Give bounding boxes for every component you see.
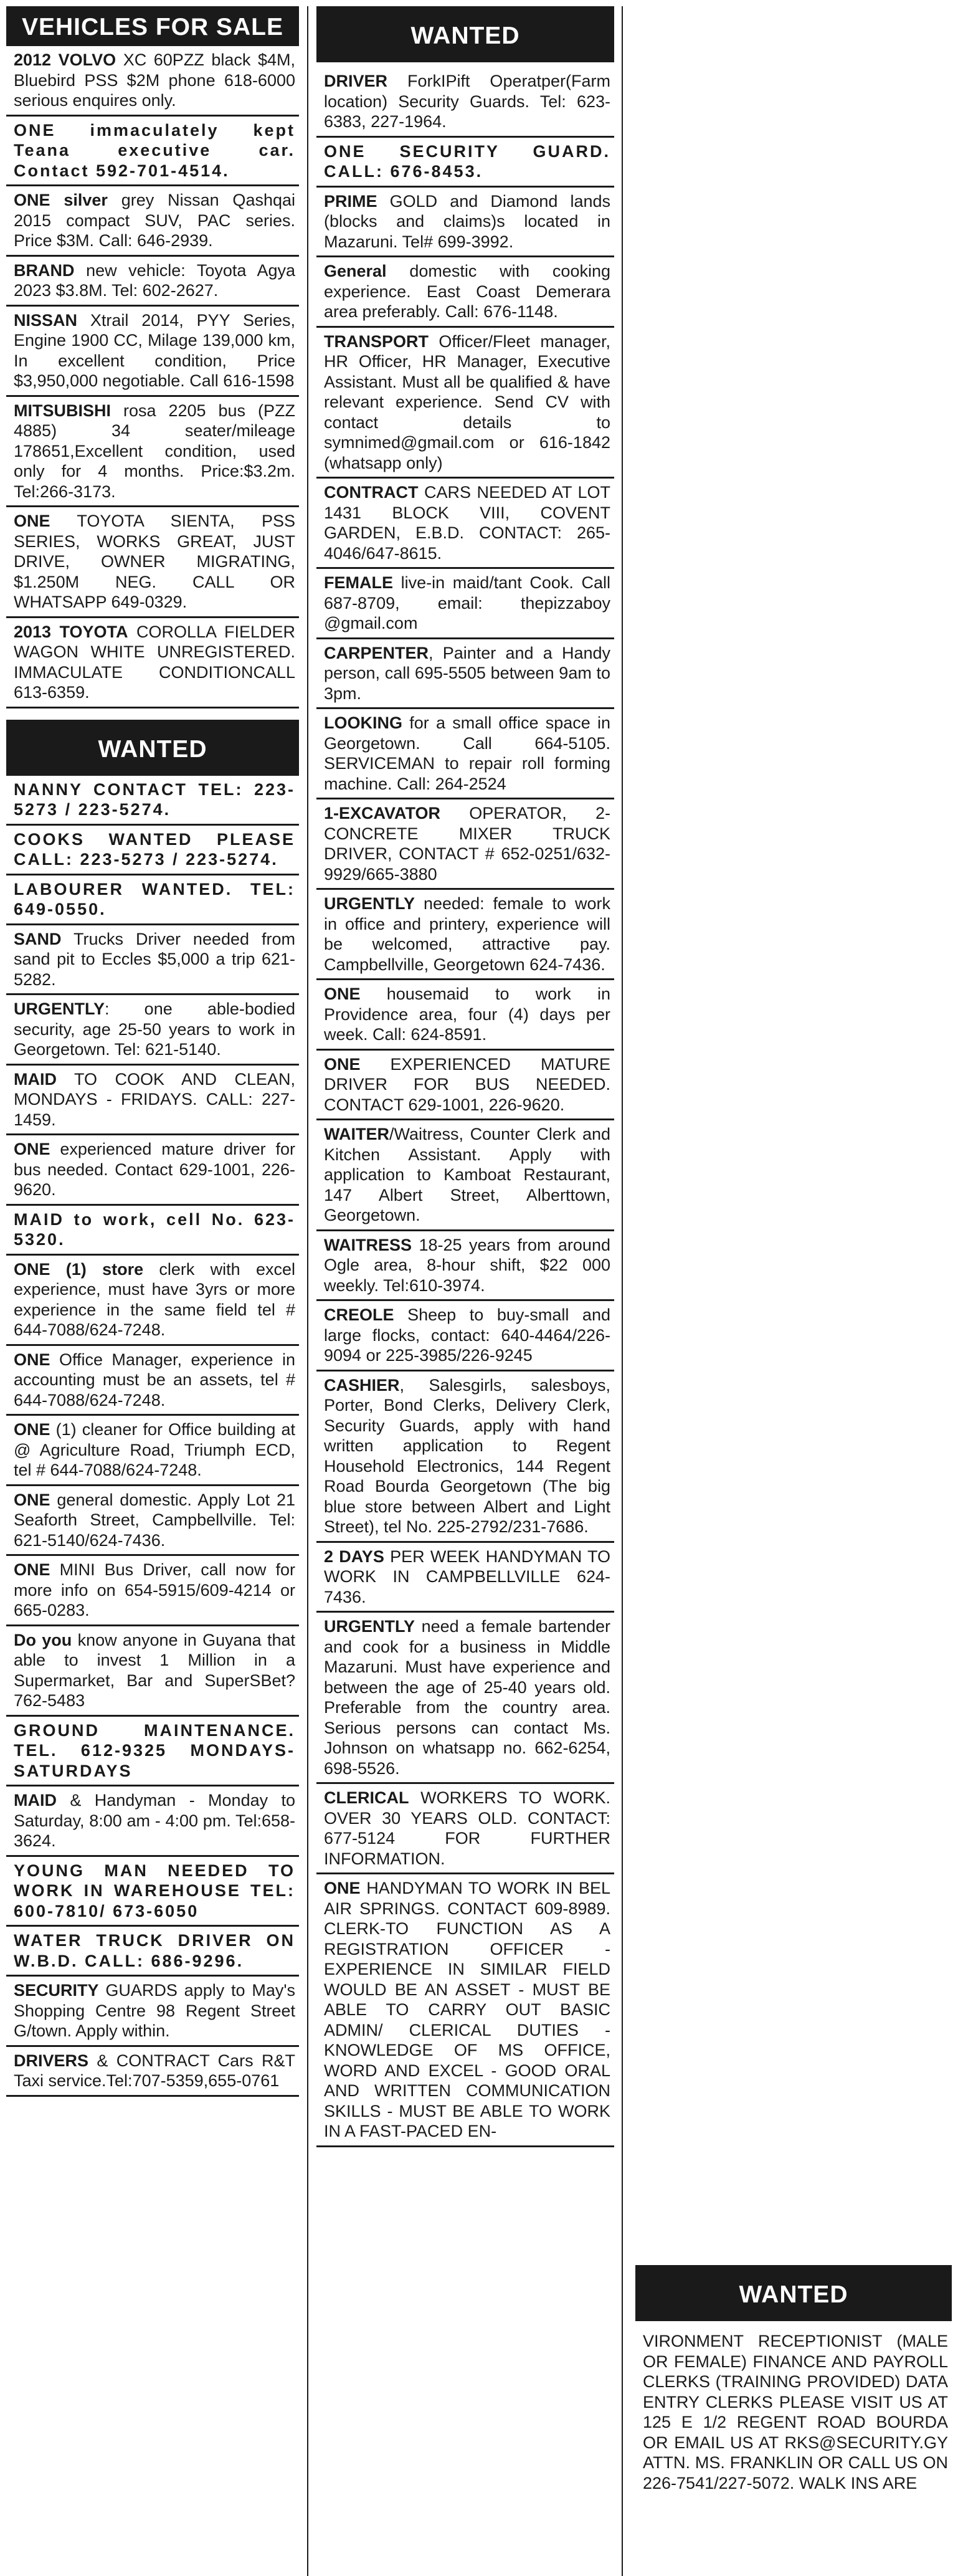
ad-lead: 2 DAYS: [324, 1547, 384, 1566]
ad-lead: 1-EXCAVATOR: [324, 804, 441, 823]
column-divider-left: [307, 6, 308, 2576]
ad-lead: ONE: [14, 1420, 50, 1439]
ad-lead: NANNY CONTACT TEL: 223-5273 / 223-5274.: [14, 780, 295, 819]
ad-lead: MAID to work, cell No. 623-5320.: [14, 1209, 295, 1249]
classified-ad: [316, 479, 614, 569]
ad-body: EXPERIENCED MATURE DRIVER FOR BUS NEEDED. CONTACT 629-1001, 226-9620.: [324, 1054, 610, 1114]
ad-body: Trucks Driver needed from sand pit to Eccles $5,000 a trip 621-5282.: [14, 929, 295, 989]
vehicles-ad-list: [6, 46, 299, 708]
ad-lead: URGENTLY: [324, 1617, 415, 1636]
ad-body: new vehicle: Toyota Agya 2023 $3.8M. Tel: 602-2627.: [14, 260, 295, 300]
ad-body: domestic with cooking experience. East Coast Demerara area preferably. Call: 676-1148.: [324, 262, 610, 321]
ad-lead: SAND: [14, 929, 62, 948]
column-divider-right: [622, 6, 623, 2576]
classified-ad: [6, 1626, 299, 1717]
classified-ad: [6, 1256, 299, 1346]
classified-ad: [6, 2047, 299, 2097]
ad-body: GOLD and Diamond lands (blocks and claims)s located in Mazaruni. Tel# 699-3992.: [324, 191, 610, 251]
classified-ad: [6, 995, 299, 1066]
column-left: [6, 6, 299, 2097]
ad-body: Sheep to buy-small and large flocks, contact: 640-4464/226-9094 or 225-3985/226-9245: [324, 1305, 610, 1365]
ad-lead: PRIME: [324, 191, 377, 211]
ad-lead: ONE: [324, 1054, 361, 1074]
classified-ad: [6, 507, 299, 618]
classified-ad: [6, 618, 299, 708]
classified-ad: [6, 1857, 299, 1927]
classified-ad: [6, 397, 299, 508]
classified-ad: [6, 1977, 299, 2047]
ad-lead: ONE silver: [14, 191, 108, 209]
ad-body: ForkIPift Operatper(Farm location) Security Guards. Tel: 623-6383, 227-1964.: [324, 72, 610, 131]
wanted-header-left: WANTED: [6, 720, 299, 776]
classified-ad: [316, 709, 614, 799]
ad-body: TOYOTA SIENTA, PSS SERIES, WORKS GREAT, JUST DRIVE, OWNER MIGRATING, $1.250M NEG. CALL OR WHATSAPP 649-0329.: [14, 512, 295, 611]
wanted-ad-list-left: [6, 776, 299, 2097]
ad-body: (1) cleaner for Office building at @ Agriculture Road, Triumph ECD, tel # 644-7088/624-7248.: [14, 1420, 295, 1479]
ad-body: Office Manager, experience in accounting must be an assets, tel # 644-7088/624-7248.: [14, 1350, 295, 1410]
classified-ad: [316, 980, 614, 1051]
ad-lead: Do you: [14, 1630, 72, 1649]
classified-ad: [316, 1874, 614, 2147]
classified-ad: [6, 1717, 299, 1787]
ad-body: MINI Bus Driver, call now for more info on 654-5915/609-4214 or 665-0283.: [14, 1560, 295, 1620]
ad-body: housemaid to work in Providence area, four (4) days per week. Call: 624-8591.: [324, 985, 610, 1044]
ad-body: PER WEEK HANDYMAN TO WORK IN CAMPBELLVILLE 624-7436.: [324, 1547, 611, 1606]
ad-lead: BRAND: [14, 260, 75, 280]
ad-body: grey Nissan Qashqai 2015 compact SUV, PAC series. Price $3M. Call: 646-2939.: [14, 191, 296, 250]
ad-lead: ONE: [14, 1350, 50, 1369]
ad-body: experienced mature driver for bus needed. Contact 629-1001, 226-9620.: [14, 1140, 295, 1199]
ad-lead: ONE (1) store: [14, 1259, 144, 1279]
ad-body: & CONTRACT Cars R&T Taxi service.Tel:707-5359,655-0761: [14, 2051, 295, 2090]
ad-lead: CREOLE: [324, 1305, 394, 1324]
ad-lead: ONE: [324, 1879, 361, 1897]
classified-ad: [6, 257, 299, 307]
ad-lead: 2012 VOLVO: [14, 50, 116, 69]
vehicles-header: VEHICLES FOR SALE: [6, 6, 299, 46]
ad-lead: MITSUBISHI: [14, 401, 111, 420]
classified-ad: [316, 188, 614, 258]
classified-ad: [6, 776, 299, 826]
classified-ad: [316, 1543, 614, 1613]
ad-lead: WATER TRUCK DRIVER ON W.B.D. CALL: 686-9296.: [14, 1931, 295, 1970]
ad-body: clerk with excel experience, must have 3yrs or more experience in the same field tel # 644-7088/624-7248.: [14, 1259, 295, 1339]
classified-ad: [6, 1066, 299, 1136]
classified-ad: [316, 67, 614, 138]
ad-lead: ONE: [14, 1560, 50, 1579]
ad-lead: CLERICAL: [324, 1788, 409, 1807]
ad-lead: COOKS WANTED PLEASE CALL: 223-5273 / 223-5274.: [14, 829, 295, 869]
ad-body: for a small office space in Georgetown. Call 664-5105. SERVICEMAN to repair roll forming machine. Call: 264-2524: [324, 713, 610, 793]
classified-ad: [316, 257, 614, 328]
classified-ad: [316, 328, 614, 479]
ad-lead: URGENTLY: [14, 999, 105, 1018]
ad-lead: LABOURER WANTED. TEL: 649-0550.: [14, 879, 295, 918]
classified-ad: [6, 1927, 299, 1977]
classified-ad: [316, 639, 614, 710]
ad-lead: YOUNG MAN NEEDED TO WORK IN WAREHOUSE TEL: 600-7810/ 673-6050: [14, 1861, 295, 1920]
ad-lead: TRANSPORT: [324, 332, 429, 351]
classified-ad: [316, 1371, 614, 1543]
classified-ad: [6, 1416, 299, 1486]
wanted-header-middle: WANTED: [316, 6, 614, 62]
classified-ad: [6, 186, 299, 257]
ad-lead: General: [324, 262, 387, 280]
column-right: [635, 2265, 952, 2497]
classified-ad: [6, 1206, 299, 1256]
column-middle: [316, 6, 614, 2147]
ad-body: need a female bartender and cook for a business in Middle Mazaruni. Must have experience and between the age of 25-40 years old. Preferable from the country area. Serious persons can contact Ms. Johnson on whatsapp no. 662-6254, 698-5526.: [324, 1617, 610, 1778]
ad-lead: SECURITY: [14, 1981, 99, 2000]
classified-ad: [316, 1301, 614, 1371]
ad-lead: GROUND MAINTENANCE. TEL. 612-9325 MONDAYS-SATURDAYS: [14, 1720, 295, 1780]
ad-body: WORKERS TO WORK. OVER 30 YEARS OLD. CONTACT: 677-5124 FOR FURTHER INFORMATION.: [324, 1788, 610, 1868]
classified-ad: [316, 569, 614, 639]
ad-lead: ONE: [14, 1490, 50, 1509]
classified-ad: [316, 890, 614, 980]
ad-body: CARS NEEDED AT LOT 1431 BLOCK VIII, COVENT GARDEN, E.B.D. CONTACT: 265-4046/647-8615.: [324, 483, 610, 563]
classified-ad: [6, 1787, 299, 1857]
classified-ad: [6, 1486, 299, 1557]
ad-lead: WAITER: [324, 1125, 389, 1143]
classified-ad: [316, 1231, 614, 1302]
ad-lead: LOOKING: [324, 713, 402, 732]
ad-body: rosa 2205 bus (PZZ 4885) 34 seater/mileage 178651,Excellent condition, used only for 4 months. Price:$3.2m. Tel:266-3173.: [14, 401, 295, 501]
ad-lead: ONE SECURITY GUARD. CALL: 676-8453.: [324, 141, 610, 181]
classified-ad: [316, 1784, 614, 1874]
ad-body: : one able-bodied security, age 25-50 years to work in Georgetown. Tel: 621-5140.: [14, 999, 295, 1059]
wanted-ad-list-middle: [316, 67, 614, 2147]
classified-ad: [6, 46, 299, 117]
ad-lead: URGENTLY: [324, 894, 415, 913]
ad-body: VIRONMENT RECEPTIONIST (MALE OR FEMALE) FINANCE AND PAYROLL CLERKS (TRAINING PROVIDED) DATA ENTRY CLERKS PLEASE VISIT US AT 125 E 1/2 REGENT ROAD BOURDA OR EMAIL US AT RKS@SECURITY.GY ATTN. MS. FRANKLIN OR CALL US ON 226-7541/227-5072. WALK INS ARE: [643, 2332, 948, 2493]
ad-lead: ONE: [324, 985, 361, 1003]
ad-lead: DRIVER: [324, 72, 388, 90]
classified-ad: [6, 117, 299, 187]
ad-lead: CARPENTER: [324, 643, 429, 662]
ad-lead: ONE: [14, 512, 50, 530]
ad-body: Officer/Fleet manager, HR Officer, HR Manager, Executive Assistant. Must all be qualified & have relevant experience. Send CV with contact details to symnimed@gmail.com or 616-1842 (whatsapp only): [324, 332, 610, 472]
ad-body: COROLLA FIELDER WAGON WHITE UNREGISTERED. IMMACULATE CONDITIONCALL 613-6359.: [14, 622, 295, 702]
classified-ad: [6, 875, 299, 925]
ad-lead: CONTRACT: [324, 483, 419, 502]
ad-lead: 2013 TOYOTA: [14, 622, 128, 641]
ad-body: XC 60PZZ black $4M, Bluebird PSS $2M phone 618-6000 serious enquires only.: [14, 50, 295, 110]
classified-ad: [316, 799, 614, 890]
classified-ad: [635, 2327, 952, 2497]
ad-body: needed: female to work in office and printery, experience will be welcomed, attractive pay. Campbellville, Georgetown 624-7436.: [324, 894, 610, 974]
ad-lead: WAITRESS: [324, 1235, 412, 1254]
classified-ad: [6, 1556, 299, 1626]
classified-ad: [6, 1346, 299, 1416]
ad-body: TO COOK AND CLEAN, MONDAYS - FRIDAYS. CALL: 227-1459.: [14, 1069, 295, 1129]
wanted-header-right: WANTED: [635, 2265, 952, 2321]
ad-body: live-in maid/tant Cook. Call 687-8709, email: thepizzaboy @gmail.com: [324, 573, 610, 632]
ad-body: 18-25 years from around Ogle area, 8-hour shift, $22 000 weekly. Tel:610-3974.: [324, 1235, 610, 1295]
ad-body: general domestic. Apply Lot 21 Seaforth Street, Campbellville. Tel: 621-5140/624-7436.: [14, 1490, 295, 1550]
ad-body: & Handyman - Monday to Saturday, 8:00 am - 4:00 pm. Tel:658-3624.: [14, 1791, 295, 1850]
classified-ad: [316, 1120, 614, 1231]
ad-lead: MAID: [14, 1069, 57, 1089]
ad-lead: CASHIER: [324, 1375, 400, 1395]
ad-lead: DRIVERS: [14, 2051, 89, 2070]
ad-body: , Painter and a Handy person, call 695-5505 between 9am to 3pm.: [324, 643, 610, 703]
classified-ad: [316, 1613, 614, 1784]
ad-body: GUARDS apply to May's Shopping Centre 98 Regent Street G/town. Apply within.: [14, 1981, 295, 2040]
ad-lead: MAID: [14, 1791, 57, 1810]
ad-body: HANDYMAN TO WORK IN BEL AIR SPRINGS. CONTACT 609-8989. CLERK-TO FUNCTION AS A REGISTRATION OFFICER - EXPERIENCE IN SIMILAR FIELD WOULD BE AN ASSET - MUST BE ABLE TO CARRY OUT BASIC ADMIN/ CLERICAL DUTIES - KNOWLEDGE OF MS OFFICE, WORD AND EXCEL - GOOD ORAL AND WRITTEN COMMUNICATION SKILLS - MUST BE ABLE TO WORK IN A FAST-PACED EN-: [324, 1879, 610, 2140]
classified-ad: [6, 925, 299, 996]
ad-lead: ONE immaculately kept Teana executive car. Contact 592-701-4514.: [14, 120, 295, 180]
ad-lead: ONE: [14, 1140, 50, 1158]
ad-body: OPERATOR, 2- CONCRETE MIXER TRUCK DRIVER, CONTACT # 652-0251/632-9929/665-3880: [324, 804, 610, 884]
classified-ad: [316, 138, 614, 188]
classified-ad: [316, 1051, 614, 1121]
ad-body: know anyone in Guyana that able to invest 1 Million in a Supermarket, Bar and SuperSBet? 762-5483: [14, 1630, 296, 1710]
ad-lead: NISSAN: [14, 310, 78, 330]
ad-body: /Waitress, Counter Clerk and Kitchen Assistant. Apply with application to Kamboat Restaurant, 147 Albert Street, Alberttown, Georgetown.: [324, 1125, 610, 1224]
classified-ad: [6, 1135, 299, 1206]
ad-lead: FEMALE: [324, 573, 393, 592]
ad-body: Xtrail 2014, PYY Series, Engine 1900 CC, Milage 139,000 km, In excellent condition, Price $3,950,000 negotiable. Call 616-1598: [14, 310, 295, 390]
classified-ad: [6, 826, 299, 875]
classified-ad: [6, 307, 299, 397]
wanted-ad-list-right: [635, 2327, 952, 2497]
ad-body: , Salesgirls, salesboys, Porter, Bond Clerks, Delivery Clerk, Security Guards, apply with hand written application to Regent Household Electronics, 144 Regent Road Bourda Georgetown (The big blue store between Albert and Light Street), tel No. 225-2792/231-7686.: [324, 1375, 610, 1536]
